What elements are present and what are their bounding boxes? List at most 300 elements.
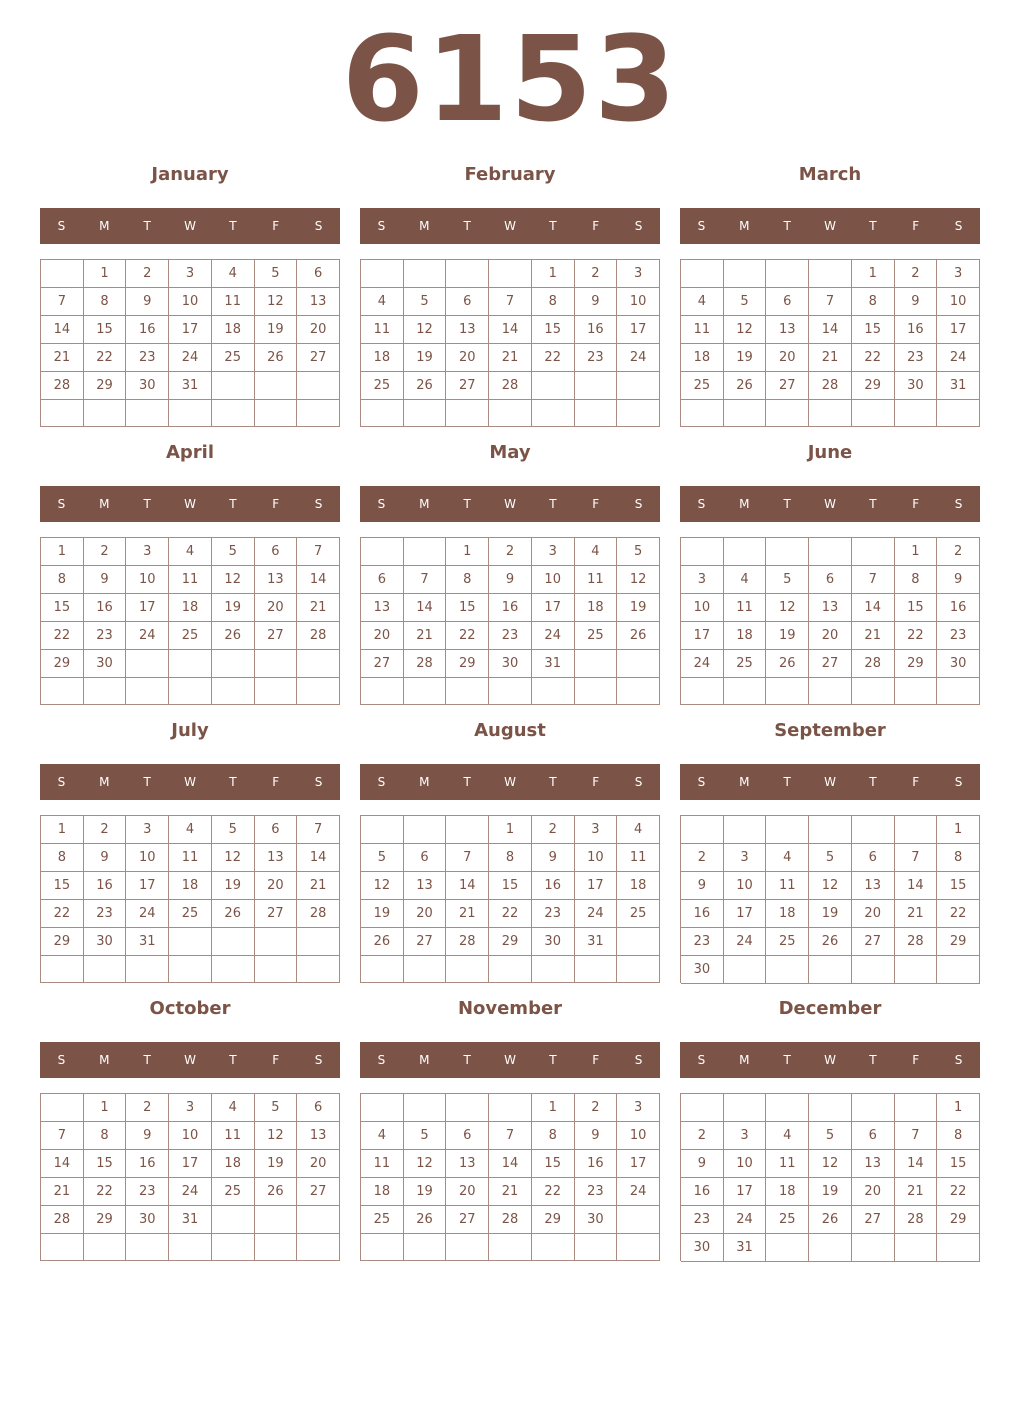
day-cell: 9 xyxy=(126,1122,169,1150)
day-cell: 4 xyxy=(361,1122,404,1150)
weekday-label: M xyxy=(739,775,750,789)
empty-cell xyxy=(532,956,575,983)
day-cell: 19 xyxy=(766,622,809,650)
empty-cell xyxy=(84,400,127,427)
weekday-label: T xyxy=(549,775,557,789)
empty-cell xyxy=(297,1234,340,1261)
day-cell: 2 xyxy=(126,1094,169,1122)
day-grid xyxy=(680,259,980,427)
empty-cell xyxy=(255,956,298,983)
weekday-label: S xyxy=(314,775,323,789)
day-cell: 19 xyxy=(724,344,767,372)
day-cell: 23 xyxy=(532,900,575,928)
weekday-label: S xyxy=(954,1053,963,1067)
weekday-label: M xyxy=(419,219,430,233)
day-cell: 6 xyxy=(297,260,340,288)
weekday-label: T xyxy=(783,1053,791,1067)
weekday-label: T xyxy=(143,775,151,789)
day-cell: 4 xyxy=(724,566,767,594)
empty-cell xyxy=(681,400,724,427)
day-cell: 12 xyxy=(212,566,255,594)
empty-cell xyxy=(852,1094,895,1122)
day-cell: 22 xyxy=(41,900,84,928)
day-cell: 16 xyxy=(681,1178,724,1206)
day-cell: 15 xyxy=(446,594,489,622)
day-cell: 28 xyxy=(489,1206,532,1234)
day-cell: 24 xyxy=(169,1178,212,1206)
day-cell: 10 xyxy=(169,288,212,316)
weekday-label: T xyxy=(229,497,237,511)
empty-cell xyxy=(84,956,127,983)
empty-cell xyxy=(126,400,169,427)
day-cell: 9 xyxy=(681,1150,724,1178)
day-cell: 19 xyxy=(617,594,660,622)
empty-cell xyxy=(212,678,255,705)
day-cell: 29 xyxy=(852,372,895,400)
day-cell: 29 xyxy=(84,372,127,400)
day-cell: 5 xyxy=(255,1094,298,1122)
day-cell: 10 xyxy=(575,844,618,872)
day-cell: 16 xyxy=(84,594,127,622)
day-cell: 29 xyxy=(489,928,532,956)
empty-cell xyxy=(404,1094,447,1122)
empty-cell xyxy=(809,538,852,566)
day-cell: 20 xyxy=(766,344,809,372)
weekday-header xyxy=(680,208,980,244)
day-cell: 3 xyxy=(126,816,169,844)
empty-cell xyxy=(41,956,84,983)
empty-cell xyxy=(297,956,340,983)
day-cell: 7 xyxy=(489,288,532,316)
empty-cell xyxy=(404,400,447,427)
empty-cell xyxy=(404,816,447,844)
day-cell: 18 xyxy=(766,1178,809,1206)
weekday-label: W xyxy=(184,219,196,233)
day-cell: 9 xyxy=(126,288,169,316)
empty-cell xyxy=(617,678,660,705)
empty-cell xyxy=(41,400,84,427)
empty-cell xyxy=(766,678,809,705)
day-cell: 20 xyxy=(446,1178,489,1206)
day-cell: 1 xyxy=(446,538,489,566)
day-cell: 18 xyxy=(212,316,255,344)
day-cell: 18 xyxy=(766,900,809,928)
weekday-label: M xyxy=(739,497,750,511)
day-cell: 24 xyxy=(617,344,660,372)
day-cell: 24 xyxy=(126,900,169,928)
weekday-label: S xyxy=(697,1053,706,1067)
weekday-label: S xyxy=(954,775,963,789)
day-grid xyxy=(680,537,980,705)
day-cell: 21 xyxy=(404,622,447,650)
day-cell: 12 xyxy=(766,594,809,622)
day-cell: 11 xyxy=(724,594,767,622)
day-cell: 2 xyxy=(126,260,169,288)
day-cell: 27 xyxy=(255,622,298,650)
day-cell: 7 xyxy=(41,1122,84,1150)
day-cell: 11 xyxy=(169,844,212,872)
day-cell: 22 xyxy=(489,900,532,928)
day-cell: 3 xyxy=(169,260,212,288)
day-cell: 26 xyxy=(724,372,767,400)
day-cell: 26 xyxy=(809,1206,852,1234)
day-cell: 10 xyxy=(126,566,169,594)
day-cell: 31 xyxy=(724,1234,767,1262)
day-cell: 15 xyxy=(41,872,84,900)
day-cell: 7 xyxy=(809,288,852,316)
empty-cell xyxy=(297,678,340,705)
day-cell: 21 xyxy=(297,594,340,622)
day-cell: 30 xyxy=(126,1206,169,1234)
day-cell: 1 xyxy=(532,1094,575,1122)
day-cell: 17 xyxy=(681,622,724,650)
weekday-label: F xyxy=(592,497,600,511)
empty-cell xyxy=(852,678,895,705)
empty-cell xyxy=(361,678,404,705)
day-cell: 28 xyxy=(809,372,852,400)
day-cell: 6 xyxy=(297,1094,340,1122)
empty-cell xyxy=(617,650,660,678)
day-grid xyxy=(680,815,980,983)
month-name: July xyxy=(171,720,209,741)
day-cell: 23 xyxy=(575,1178,618,1206)
empty-cell xyxy=(255,372,298,400)
day-cell: 10 xyxy=(681,594,724,622)
day-cell: 14 xyxy=(809,316,852,344)
weekday-label: W xyxy=(504,219,516,233)
empty-cell xyxy=(895,1094,938,1122)
day-cell: 25 xyxy=(575,622,618,650)
day-cell: 30 xyxy=(937,650,980,678)
day-cell: 11 xyxy=(681,316,724,344)
day-cell: 25 xyxy=(361,372,404,400)
day-cell: 28 xyxy=(297,622,340,650)
empty-cell xyxy=(489,678,532,705)
empty-cell xyxy=(766,538,809,566)
day-cell: 23 xyxy=(84,622,127,650)
weekday-label: S xyxy=(57,219,66,233)
day-cell: 29 xyxy=(41,650,84,678)
day-cell: 3 xyxy=(532,538,575,566)
empty-cell xyxy=(126,956,169,983)
weekday-label: T xyxy=(549,219,557,233)
empty-cell xyxy=(446,678,489,705)
empty-cell xyxy=(297,400,340,427)
empty-cell xyxy=(404,1234,447,1261)
empty-cell xyxy=(297,928,340,956)
day-cell: 30 xyxy=(681,956,724,984)
day-cell: 3 xyxy=(681,566,724,594)
weekday-header xyxy=(360,208,660,244)
day-cell: 21 xyxy=(489,1178,532,1206)
day-cell: 12 xyxy=(404,316,447,344)
empty-cell xyxy=(212,650,255,678)
day-cell: 6 xyxy=(446,1122,489,1150)
day-cell: 28 xyxy=(489,372,532,400)
empty-cell xyxy=(532,1234,575,1261)
day-cell: 22 xyxy=(446,622,489,650)
day-cell: 17 xyxy=(169,1150,212,1178)
day-cell: 16 xyxy=(575,1150,618,1178)
day-cell: 2 xyxy=(532,816,575,844)
day-cell: 22 xyxy=(84,1178,127,1206)
weekday-label: S xyxy=(57,775,66,789)
month-name: March xyxy=(798,164,862,185)
day-cell: 17 xyxy=(532,594,575,622)
weekday-header xyxy=(40,208,340,244)
empty-cell xyxy=(724,400,767,427)
day-cell: 12 xyxy=(809,872,852,900)
day-cell: 9 xyxy=(532,844,575,872)
day-cell: 4 xyxy=(575,538,618,566)
empty-cell xyxy=(255,1206,298,1234)
day-cell: 16 xyxy=(681,900,724,928)
empty-cell xyxy=(617,1234,660,1261)
day-cell: 25 xyxy=(681,372,724,400)
day-cell: 18 xyxy=(681,344,724,372)
day-cell: 18 xyxy=(724,622,767,650)
empty-cell xyxy=(617,400,660,427)
day-cell: 17 xyxy=(617,316,660,344)
empty-cell xyxy=(41,1234,84,1261)
day-cell: 3 xyxy=(126,538,169,566)
empty-cell xyxy=(895,816,938,844)
empty-cell xyxy=(489,956,532,983)
empty-cell xyxy=(766,1234,809,1262)
day-cell: 8 xyxy=(84,1122,127,1150)
day-cell: 31 xyxy=(937,372,980,400)
empty-cell xyxy=(404,538,447,566)
empty-cell xyxy=(895,400,938,427)
weekday-label: T xyxy=(783,219,791,233)
empty-cell xyxy=(809,956,852,984)
day-cell: 30 xyxy=(84,650,127,678)
day-cell: 3 xyxy=(937,260,980,288)
weekday-label: F xyxy=(272,219,280,233)
day-cell: 25 xyxy=(724,650,767,678)
day-cell: 17 xyxy=(126,872,169,900)
day-cell: 7 xyxy=(895,844,938,872)
day-cell: 1 xyxy=(937,1094,980,1122)
empty-cell xyxy=(361,260,404,288)
month-name: December xyxy=(778,998,882,1019)
day-cell: 8 xyxy=(937,844,980,872)
weekday-label: T xyxy=(463,219,471,233)
day-cell: 10 xyxy=(724,872,767,900)
day-cell: 20 xyxy=(297,316,340,344)
weekday-label: W xyxy=(824,1053,836,1067)
empty-cell xyxy=(169,956,212,983)
day-cell: 27 xyxy=(297,344,340,372)
day-cell: 28 xyxy=(404,650,447,678)
weekday-label: S xyxy=(314,497,323,511)
day-cell: 4 xyxy=(617,816,660,844)
day-cell: 25 xyxy=(766,1206,809,1234)
weekday-label: S xyxy=(57,1053,66,1067)
empty-cell xyxy=(446,816,489,844)
day-grid xyxy=(40,259,340,427)
empty-cell xyxy=(297,372,340,400)
day-cell: 23 xyxy=(937,622,980,650)
day-cell: 10 xyxy=(617,288,660,316)
weekday-label: F xyxy=(912,775,920,789)
day-cell: 17 xyxy=(724,1178,767,1206)
weekday-label: F xyxy=(272,1053,280,1067)
day-cell: 13 xyxy=(297,288,340,316)
day-cell: 9 xyxy=(681,872,724,900)
empty-cell xyxy=(809,400,852,427)
weekday-label: M xyxy=(419,497,430,511)
day-cell: 29 xyxy=(84,1206,127,1234)
empty-cell xyxy=(169,400,212,427)
day-cell: 6 xyxy=(255,816,298,844)
empty-cell xyxy=(724,1094,767,1122)
day-cell: 1 xyxy=(41,816,84,844)
day-cell: 5 xyxy=(724,288,767,316)
empty-cell xyxy=(446,1094,489,1122)
day-cell: 24 xyxy=(724,928,767,956)
day-cell: 12 xyxy=(809,1150,852,1178)
day-cell: 6 xyxy=(404,844,447,872)
day-cell: 27 xyxy=(852,928,895,956)
day-cell: 21 xyxy=(852,622,895,650)
day-cell: 4 xyxy=(212,1094,255,1122)
empty-cell xyxy=(404,260,447,288)
empty-cell xyxy=(126,1234,169,1261)
day-cell: 19 xyxy=(212,594,255,622)
day-cell: 14 xyxy=(852,594,895,622)
empty-cell xyxy=(895,1234,938,1262)
empty-cell xyxy=(766,1094,809,1122)
day-cell: 16 xyxy=(937,594,980,622)
weekday-label: T xyxy=(463,775,471,789)
day-cell: 20 xyxy=(361,622,404,650)
day-cell: 13 xyxy=(297,1122,340,1150)
empty-cell xyxy=(255,400,298,427)
empty-cell xyxy=(212,928,255,956)
day-cell: 3 xyxy=(169,1094,212,1122)
weekday-label: T xyxy=(869,775,877,789)
day-cell: 28 xyxy=(41,1206,84,1234)
day-cell: 18 xyxy=(169,872,212,900)
day-cell: 6 xyxy=(766,288,809,316)
day-cell: 15 xyxy=(489,872,532,900)
day-cell: 19 xyxy=(255,316,298,344)
empty-cell xyxy=(169,650,212,678)
day-cell: 15 xyxy=(532,316,575,344)
month-name: January xyxy=(151,164,229,185)
day-cell: 26 xyxy=(766,650,809,678)
empty-cell xyxy=(404,956,447,983)
empty-cell xyxy=(681,538,724,566)
day-cell: 27 xyxy=(809,650,852,678)
day-cell: 24 xyxy=(169,344,212,372)
empty-cell xyxy=(617,956,660,983)
month-name: October xyxy=(149,998,231,1019)
day-cell: 14 xyxy=(895,872,938,900)
weekday-label: S xyxy=(314,1053,323,1067)
weekday-label: M xyxy=(419,1053,430,1067)
day-cell: 8 xyxy=(41,566,84,594)
day-cell: 20 xyxy=(852,1178,895,1206)
day-cell: 23 xyxy=(489,622,532,650)
empty-cell xyxy=(575,650,618,678)
empty-cell xyxy=(84,1234,127,1261)
empty-cell xyxy=(169,928,212,956)
day-cell: 24 xyxy=(724,1206,767,1234)
day-cell: 28 xyxy=(297,900,340,928)
day-cell: 24 xyxy=(681,650,724,678)
day-cell: 23 xyxy=(681,928,724,956)
day-cell: 24 xyxy=(126,622,169,650)
day-cell: 5 xyxy=(212,816,255,844)
day-cell: 28 xyxy=(446,928,489,956)
empty-cell xyxy=(532,372,575,400)
day-cell: 11 xyxy=(617,844,660,872)
weekday-label: M xyxy=(99,1053,110,1067)
day-cell: 9 xyxy=(575,1122,618,1150)
day-grid xyxy=(360,259,660,427)
day-cell: 7 xyxy=(446,844,489,872)
day-cell: 18 xyxy=(169,594,212,622)
day-cell: 13 xyxy=(446,1150,489,1178)
empty-cell xyxy=(809,260,852,288)
day-cell: 13 xyxy=(361,594,404,622)
weekday-header xyxy=(680,1042,980,1078)
day-cell: 2 xyxy=(895,260,938,288)
empty-cell xyxy=(532,400,575,427)
day-cell: 17 xyxy=(575,872,618,900)
day-cell: 30 xyxy=(126,372,169,400)
day-cell: 22 xyxy=(84,344,127,372)
weekday-label: S xyxy=(697,775,706,789)
day-cell: 21 xyxy=(895,1178,938,1206)
day-cell: 2 xyxy=(84,816,127,844)
day-cell: 23 xyxy=(895,344,938,372)
day-cell: 13 xyxy=(404,872,447,900)
weekday-label: F xyxy=(912,219,920,233)
day-cell: 8 xyxy=(532,1122,575,1150)
weekday-label: S xyxy=(954,219,963,233)
day-cell: 15 xyxy=(895,594,938,622)
day-cell: 13 xyxy=(852,872,895,900)
day-cell: 2 xyxy=(489,538,532,566)
day-cell: 14 xyxy=(489,1150,532,1178)
empty-cell xyxy=(724,678,767,705)
day-cell: 5 xyxy=(361,844,404,872)
day-cell: 29 xyxy=(532,1206,575,1234)
empty-cell xyxy=(724,260,767,288)
day-cell: 28 xyxy=(895,928,938,956)
empty-cell xyxy=(489,1234,532,1261)
day-cell: 30 xyxy=(681,1234,724,1262)
empty-cell xyxy=(766,400,809,427)
empty-cell xyxy=(446,260,489,288)
weekday-label: T xyxy=(229,219,237,233)
day-cell: 9 xyxy=(895,288,938,316)
day-cell: 9 xyxy=(937,566,980,594)
day-grid xyxy=(360,815,660,983)
day-cell: 20 xyxy=(255,872,298,900)
day-cell: 20 xyxy=(852,900,895,928)
day-cell: 12 xyxy=(404,1150,447,1178)
empty-cell xyxy=(404,678,447,705)
weekday-label: T xyxy=(463,497,471,511)
weekday-label: M xyxy=(739,1053,750,1067)
day-cell: 5 xyxy=(766,566,809,594)
day-cell: 4 xyxy=(766,1122,809,1150)
empty-cell xyxy=(361,816,404,844)
